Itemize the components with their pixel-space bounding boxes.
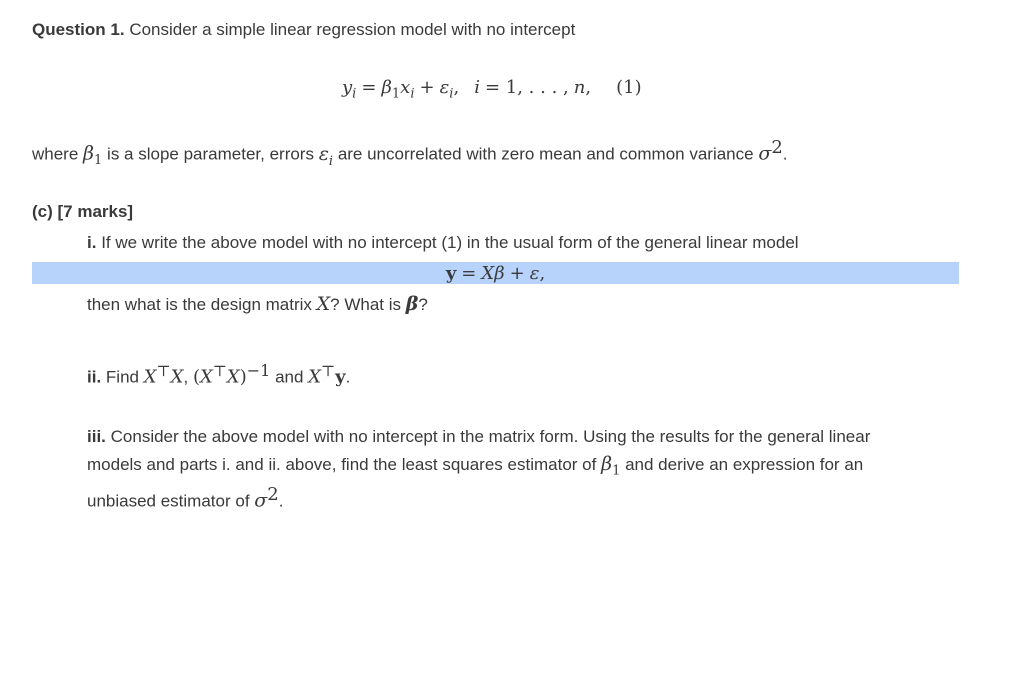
part-iii-line3: unbiased estimator of $\sigma^2$. [87,484,284,512]
part-iii-line1: iii. Consider the above model with no intercept in the matrix form. Using the results for the general linear [87,427,871,446]
part-i-label: i. [87,233,97,252]
where-mid: is a slope parameter, errors [107,144,314,164]
part-i-question: then what is the design matrix X? What is β? [87,293,428,315]
model-equation: $y_i = \beta_1x_i + \varepsilon_i$, i = 1, . . . , n, (1) [342,77,642,102]
part-iii-label: iii. [87,427,106,446]
where-line: where $\beta_1$ is a slope parameter, errors $\varepsilon_i$ are uncorrelated with zero mean and common variance $\sigma^2$. [32,137,788,169]
general-linear-model-equation: y = Xβ + ε, [445,263,546,284]
question-intro-line [32,19,575,41]
where-end: are uncorrelated with zero mean and common variance [337,144,754,164]
part-ii-text: ii. Find X⊤X, $(X^⊤X)^{-1}$ and X⊤y. [87,361,351,388]
equation-number: (1) [616,77,642,98]
question-label: Question 1. [32,20,125,39]
part-iii-line2: models and parts i. and ii. above, find the least squares estimator of $\beta_1$ and derive an expression for an [87,453,864,479]
part-i-body: If we write the above model with no intercept (1) in the usual form of the general linear model [101,233,799,252]
question-intro-text: Consider a simple linear regression model with no intercept [129,20,576,39]
where-prefix: where [32,144,79,164]
part-c-heading: (c) [7 marks] [32,202,134,221]
part-i-text [87,232,799,254]
part-ii-label: ii. [87,367,102,387]
